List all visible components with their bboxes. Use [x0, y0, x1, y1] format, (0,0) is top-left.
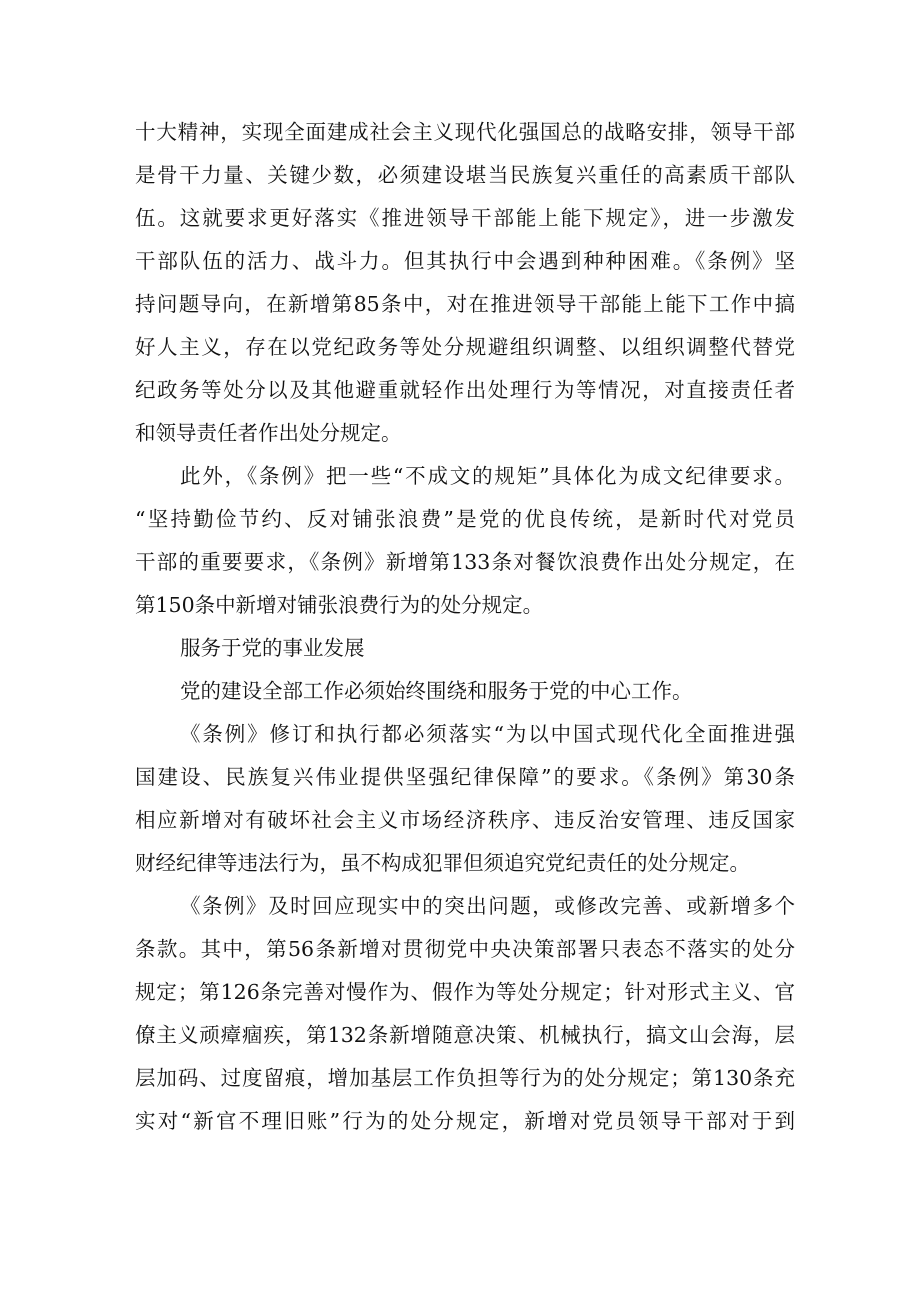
text-line: 财经纪律等违法行为，虽不构成犯罪但须追究党纪责任的处分规定。 [135, 851, 750, 875]
text-line: 条款。其中，第56条新增对贯彻党中央决策部署只表态不落实的处分 [135, 937, 795, 961]
text-line: 第150条中新增对铺张浪费行为的处分规定。 [135, 593, 544, 617]
text-line: 干部队伍的活力、战斗力。但其执行中会遇到种种困难。《条例》坚 [135, 249, 795, 273]
paragraph-first-line: 《条例》修订和执行都必须落实“为以中国式现代化全面推进强 [180, 722, 795, 746]
paragraph-first-line: 党的建设全部工作必须始终围绕和服务于党的中心工作。 [180, 679, 693, 703]
text-line: “坚持勤俭节约、反对铺张浪费”是党的优良传统，是新时代对党员 [135, 507, 795, 531]
text-line: 持问题导向，在新增第85条中，对在推进领导干部能上能下工作中搞 [135, 292, 795, 316]
text-line: 纪政务等处分以及其他避重就轻作出处理行为等情况，对直接责任者 [135, 378, 795, 402]
text-line: 实对“新官不理旧账”行为的处分规定，新增对党员领导干部对于到 [135, 1109, 795, 1133]
text-line: 是骨干力量、关键少数，必须建设堪当民族复兴重任的高素质干部队 [135, 163, 795, 187]
text-line: 十大精神，实现全面建成社会主义现代化强国总的战略安排，领导干部 [135, 120, 795, 144]
text-line: 和领导责任者作出处分规定。 [135, 421, 402, 445]
text-line: 相应新增对有破坏社会主义市场经济秩序、违反治安管理、违反国家 [135, 808, 795, 832]
text-line: 干部的重要要求，《条例》新增第133条对餐饮浪费作出处分规定，在 [135, 550, 795, 574]
paragraph-first-line: 《条例》及时回应现实中的突出问题，或修改完善、或新增多个 [180, 894, 795, 918]
text-line: 国建设、民族复兴伟业提供坚强纪律保障”的要求。《条例》第30条 [135, 765, 795, 789]
text-line: 层加码、过度留痕，增加基层工作负担等行为的处分规定；第130条充 [135, 1066, 795, 1090]
text-line: 好人主义，存在以党纪政务等处分规避组织调整、以组织调整代替党 [135, 335, 795, 359]
text-line: 规定；第126条完善对慢作为、假作为等处分规定；针对形式主义、官 [135, 980, 795, 1004]
section-heading: 服务于党的事业发展 [180, 636, 365, 660]
text-line: 伍。这就要求更好落实《推进领导干部能上能下规定》，进一步激发 [135, 206, 795, 230]
paragraph-first-line: 此外，《条例》把一些“不成文的规矩”具体化为成文纪律要求。 [180, 464, 795, 488]
text-line: 僚主义顽瘴痼疾，第132条新增随意决策、机械执行，搞文山会海，层 [135, 1023, 795, 1047]
